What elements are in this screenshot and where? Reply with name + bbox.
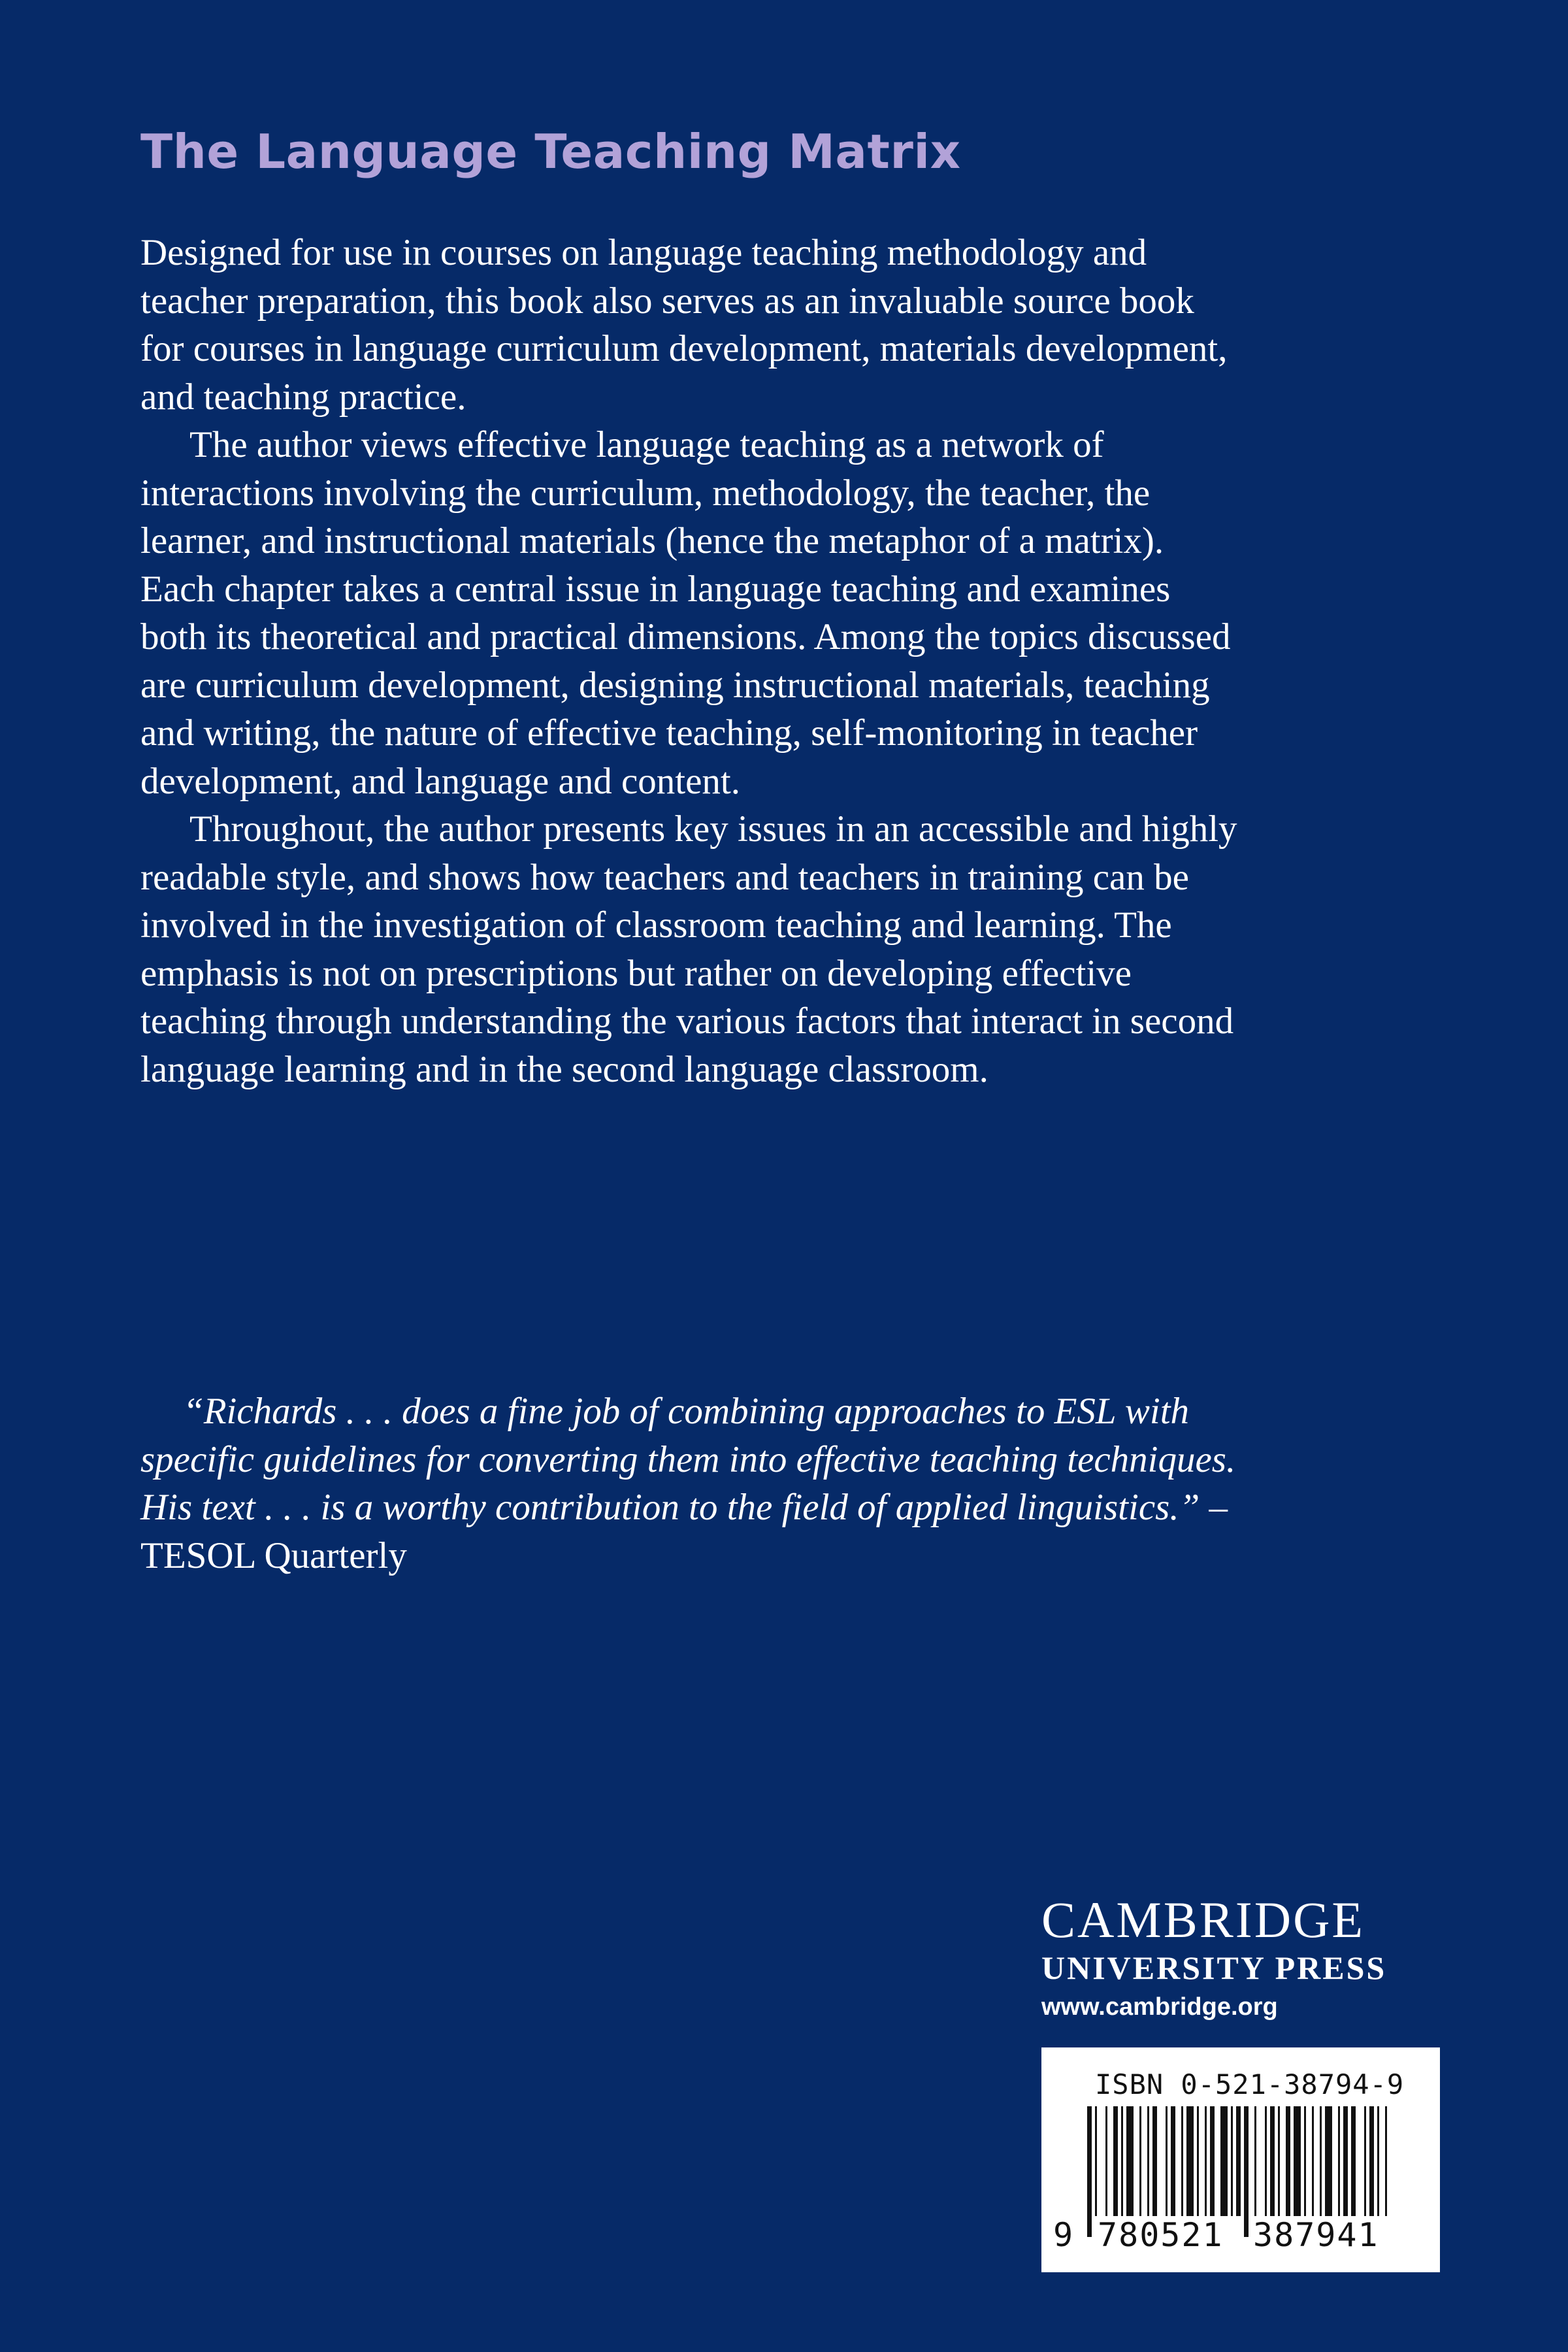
publisher-subtitle: UNIVERSITY PRESS [1041,1949,1387,1986]
barcode-bar [1231,2106,1233,2216]
barcode-panel [1041,2047,1440,2272]
barcode-bar [1304,2106,1306,2216]
barcode-bar [1278,2106,1280,2216]
barcode-bar [1351,2106,1356,2216]
review-quote [140,1387,1238,1580]
description-paragraph: Designed for use in courses on language teaching methodology and teacher preparation, this book also serves as an invaluable source book for courses in language curriculum development, materials development, and teaching practice. [140,232,1228,418]
barcode-bar [1320,2106,1322,2216]
barcode-bar [1197,2106,1199,2216]
barcode-bar [1338,2106,1340,2216]
barcode-bar [1286,2106,1290,2216]
description-paragraph: Throughout, the author presents key issues in an accessible and highly readable style, and shows how teachers and teachers in training can be involved in the investigation of classroom teaching and learning. The emphasis is not on prescriptions but rather on developing effective teaching through understanding the various factors that interact in second language learning and in the second language classroom. [140,808,1237,1090]
barcode-bar [1377,2106,1379,2216]
description-paragraph: The author views effective language teaching as a network of interactions involving the curriculum, methodology, the teacher, the learner, and instructional materials (hence the metaphor of a matrix). Each chapter takes a central issue in language teaching and examines both its theoretical and practical dimensions. Among the topics discussed are curriculum development, designing instructional materials, teaching and writing, the nature of effective teaching, self-monitoring in teacher development, and language and content. [140,424,1231,802]
barcode-bar [1087,2106,1092,2237]
publisher-name: CAMBRIDGE [1041,1891,1365,1948]
barcode-bar [1166,2106,1168,2216]
barcode-bar [1270,2106,1275,2216]
ean-right-digits: 387941 [1250,2216,1382,2254]
barcode-bar [1181,2106,1183,2216]
barcode-bar [1220,2106,1228,2216]
barcode-bar [1312,2106,1314,2216]
barcode-bar [1113,2106,1118,2216]
book-title: The Language Teaching Matrix [140,124,961,179]
quote-attribution: – TESOL Quarterly [140,1487,1228,1576]
barcode-bar [1325,2106,1332,2216]
barcode-bar [1139,2106,1141,2216]
barcode-bar [1385,2106,1387,2216]
barcode-bar [1171,2106,1175,2216]
publisher-block [1041,1893,1433,2026]
barcode-bar [1265,2106,1267,2216]
quote-text: “Richards . . . does a fine job of combining approaches to ESL with specific guidelines for converting them into effective teaching techniques. His text . . . is a worthy contribution to the field of applied linguistics.” [140,1391,1236,1528]
barcode-bar [1369,2106,1374,2216]
barcode-bar [1343,2106,1348,2216]
barcode-bar [1210,2106,1215,2216]
publisher-website: www.cambridge.org [1041,1993,1278,2021]
barcode-bar [1205,2106,1207,2216]
barcode-bar [1126,2106,1134,2216]
ean-left-digits: 780521 [1095,2216,1226,2254]
barcode-bar [1364,2106,1366,2216]
barcode-bar [1105,2106,1107,2216]
ean-lead-digit: 9 [1053,2216,1073,2254]
barcode-bar [1244,2106,1249,2237]
barcode-bar [1294,2106,1301,2216]
barcode-bar [1152,2106,1157,2216]
barcode-bar [1186,2106,1194,2216]
barcode-bar [1147,2106,1149,2216]
isbn-label: ISBN 0-521-38794-9 [1095,2068,1405,2100]
barcode-bar [1236,2106,1241,2216]
description [140,229,1238,1093]
barcode-bar [1121,2106,1123,2216]
